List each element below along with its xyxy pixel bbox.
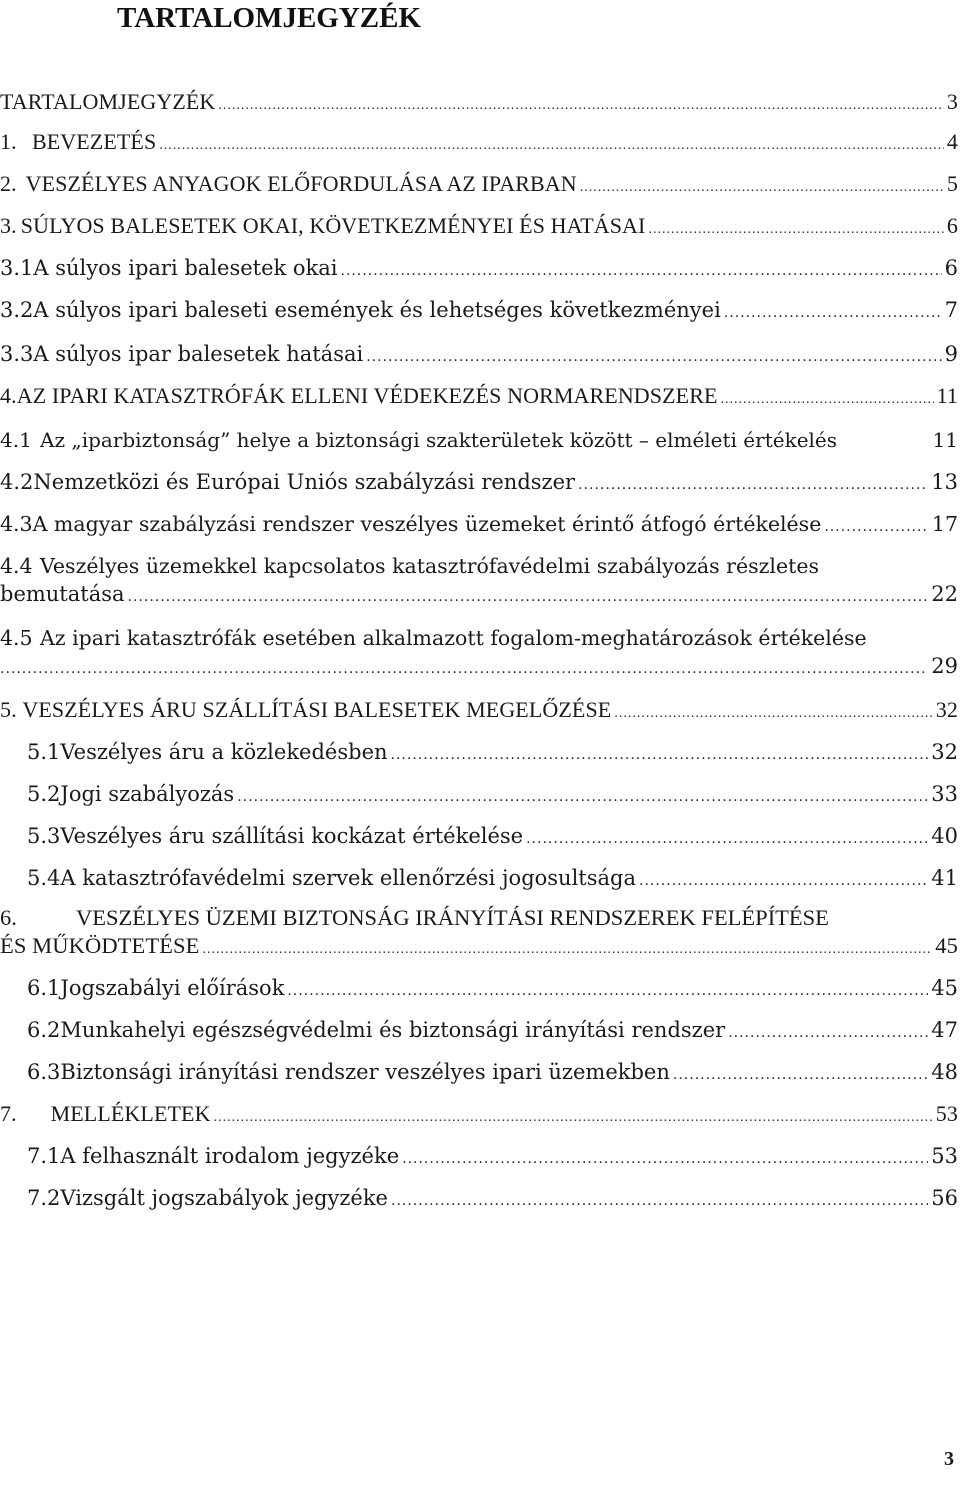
toc-entry-number: 6.2 <box>27 1018 61 1042</box>
toc-entry-label-continued: ÉS MŰKÖDTETÉSE <box>0 933 200 958</box>
toc-entry-number: 1. <box>0 129 17 154</box>
toc-entry[interactable] <box>0 382 960 414</box>
toc-entry-first-line[interactable] <box>0 552 960 580</box>
toc-leader-dots <box>214 1104 933 1132</box>
toc-entry-label: VESZÉLYES ÁRU SZÁLLÍTÁSI BALESETEK MEGELŐZÉSE <box>22 697 612 722</box>
toc-entry-page: 53 <box>935 1101 958 1126</box>
toc-entry-number: 4.5 <box>0 626 33 650</box>
toc-entry-page: 17 <box>931 512 958 536</box>
toc-entry[interactable] <box>27 1016 960 1048</box>
toc-entry[interactable] <box>0 580 960 612</box>
toc-entry-page: 48 <box>931 1060 958 1084</box>
toc-entry[interactable] <box>0 296 960 328</box>
toc-entry-label: Veszélyes üzemekkel kapcsolatos katasztrófavédelmi szabályozás részletes <box>40 554 819 578</box>
toc-entry[interactable] <box>27 1142 960 1174</box>
toc-entry-label: AZ IPARI KATASZTRÓFÁK ELLENI VÉDEKEZÉS NORMARENDSZERE <box>16 383 718 408</box>
toc-entry-label: Nemzetközi és Európai Uniós szabályzási rendszer <box>33 470 576 494</box>
toc-entry-page: 40 <box>931 824 958 848</box>
toc-entry-page: 3 <box>946 89 958 114</box>
toc-entry[interactable] <box>0 170 960 202</box>
toc-entry-label: BEVEZETÉS <box>31 129 157 154</box>
toc-entry[interactable] <box>0 212 960 244</box>
toc-entry-number: 7.1 <box>27 1144 61 1168</box>
toc-entry-number: 5.1 <box>27 740 61 764</box>
toc-leader-dots <box>824 513 929 541</box>
toc-entry[interactable] <box>0 1100 960 1132</box>
toc-entry-page: 13 <box>931 470 958 494</box>
toc-entry[interactable] <box>27 822 960 854</box>
toc-entry[interactable] <box>27 738 960 770</box>
toc-entry-page: 6 <box>944 256 958 280</box>
toc-entry-page: 11 <box>932 428 958 452</box>
toc-leader-dots <box>341 257 942 285</box>
toc-entry-label: A katasztrófavédelmi szervek ellenőrzési jogosultsága <box>60 866 636 890</box>
toc-leader-dots <box>391 741 929 769</box>
toc-entry-number: 4. <box>0 383 17 408</box>
toc-entry-page: 47 <box>931 1018 958 1042</box>
toc-entry[interactable] <box>0 652 960 684</box>
toc-entry-number: 6. <box>0 905 17 930</box>
toc-leader-dots <box>724 299 942 327</box>
toc-entry-label: A súlyos ipari baleseti események és lehetséges következményei <box>33 298 721 322</box>
toc-entry-page: 9 <box>944 342 958 366</box>
toc-entry-number: 7.2 <box>27 1186 61 1210</box>
toc-entry-label: A felhasznált irodalom jegyzéke <box>60 1144 400 1168</box>
toc-leader-dots <box>159 132 944 160</box>
toc-entry[interactable] <box>0 468 960 500</box>
toc-entry-number: 6.1 <box>27 976 61 1000</box>
toc-entry-number: 6.3 <box>27 1060 61 1084</box>
toc-leader-dots <box>580 174 944 202</box>
toc-entry-number: 7. <box>0 1101 17 1126</box>
toc-entry[interactable] <box>0 254 960 286</box>
toc-entry-number: 3.3 <box>0 342 34 366</box>
toc-leader-dots <box>728 1019 928 1047</box>
toc-entry-label: VESZÉLYES ANYAGOK ELŐFORDULÁSA AZ IPARBAN <box>25 171 577 196</box>
toc-entry[interactable] <box>0 88 960 120</box>
toc-leader-dots <box>639 867 928 895</box>
toc-entry[interactable] <box>27 974 960 1006</box>
toc-entry-page: 32 <box>931 740 958 764</box>
toc-entry-label: SÚLYOS BALESETEK OKAI, KÖVETKEZMÉNYEI ÉS HATÁSAI <box>20 213 646 238</box>
toc-entry-label-continued: bemutatása <box>0 582 125 606</box>
toc-entry-page: 29 <box>931 654 958 678</box>
toc-entry-page: 4 <box>946 129 958 154</box>
toc-entry-page: 41 <box>931 866 958 890</box>
toc-entry-number: 4.1 <box>0 428 32 452</box>
toc-entry-number: 3.1 <box>0 256 34 280</box>
toc-entry-number: 3.2 <box>0 298 34 322</box>
toc-entry-page: 7 <box>944 298 958 322</box>
toc-entry-number: 3. <box>0 213 17 238</box>
toc-entry[interactable] <box>0 510 960 542</box>
toc-entry[interactable] <box>27 780 960 812</box>
toc-entry-label: TARTALOMJEGYZÉK <box>0 89 216 114</box>
toc-leader-dots <box>526 825 928 853</box>
toc-entry-page: 45 <box>935 933 958 958</box>
toc-entry-label: Az ipari katasztrófák esetében alkalmazott fogalom-meghatározások értékelése <box>40 626 867 650</box>
toc-entry-number: 5. <box>0 697 17 722</box>
toc-entry-number: 4.4 <box>0 554 33 578</box>
toc-leader-dots <box>391 1187 928 1215</box>
page-title: TARTALOMJEGYZÉK <box>117 2 422 34</box>
toc-entry-number: 2. <box>0 171 17 196</box>
page-number: 3 <box>944 1448 954 1470</box>
toc-entry-label: Veszélyes áru a közlekedésben <box>60 740 388 764</box>
toc-entry-page: 56 <box>931 1186 958 1210</box>
toc-leader-dots <box>648 216 943 244</box>
toc-entry-label: A magyar szabályzási rendszer veszélyes üzemeket érintő átfogó értékelése <box>32 512 822 536</box>
toc-entry-first-line[interactable] <box>0 624 960 652</box>
toc-entry[interactable] <box>27 864 960 896</box>
toc-leader-dots <box>366 343 941 371</box>
toc-entry-number: 4.2 <box>0 470 34 494</box>
toc-leader-dots <box>673 1061 928 1089</box>
toc-entry[interactable] <box>27 1058 960 1090</box>
toc-entry-label: VESZÉLYES ÜZEMI BIZTONSÁG IRÁNYÍTÁSI RENDSZEREK FELÉPÍTÉSE <box>76 905 829 930</box>
toc-leader-dots <box>128 583 929 611</box>
toc-entry-label: MELLÉKLETEK <box>50 1101 211 1126</box>
toc-entry-label: Munkahelyi egészségvédelmi és biztonsági irányítási rendszer <box>60 1018 726 1042</box>
toc-entry-number: 4.3 <box>0 512 33 536</box>
toc-entry-page: 33 <box>931 782 958 806</box>
toc-entry-page: 22 <box>931 582 958 606</box>
toc-leader-dots <box>203 936 933 964</box>
toc-entry[interactable] <box>0 128 960 160</box>
toc-entry-number: 5.2 <box>27 782 61 806</box>
toc-entry-page: 11 <box>936 383 958 408</box>
toc-entry-label: Veszélyes áru szállítási kockázat értékelése <box>60 824 524 848</box>
toc-entry-label: Biztonsági irányítási rendszer veszélyes ipari üzemekben <box>60 1060 670 1084</box>
toc-entry[interactable] <box>0 696 960 728</box>
toc-leader-dots <box>402 1145 928 1173</box>
toc-entry[interactable] <box>27 1184 960 1216</box>
toc-leader-dots <box>218 92 943 120</box>
toc-entry-number: 5.4 <box>27 866 61 890</box>
toc-entry-label: Vizsgált jogszabályok jegyzéke <box>60 1186 388 1210</box>
toc-entry-label: A súlyos ipari balesetek okai <box>33 256 338 280</box>
toc-entry-page: 32 <box>935 697 958 722</box>
toc-entry-label: Jogi szabályozás <box>60 782 235 806</box>
toc-leader-dots <box>0 655 928 683</box>
toc-entry-page: 53 <box>931 1144 958 1168</box>
toc-entry-label: A súlyos ipar balesetek hatásai <box>33 342 364 366</box>
toc-leader-dots <box>578 471 928 499</box>
toc-leader-dots <box>614 700 932 728</box>
toc-entry-first-line[interactable] <box>0 904 960 932</box>
toc-entry-number: 5.3 <box>27 824 61 848</box>
toc-entry-page: 45 <box>931 976 958 1000</box>
toc-entry-label: Jogszabályi előírások <box>60 976 285 1000</box>
toc-leader-dots <box>287 977 928 1005</box>
toc-entry-label: Az „iparbiztonság” helye a biztonsági szakterületek között – elméleti értékelés <box>40 428 838 452</box>
toc-entry-page: 5 <box>946 171 958 196</box>
toc-entry[interactable] <box>0 426 960 458</box>
toc-entry-page: 6 <box>946 213 958 238</box>
toc-leader-dots <box>721 386 934 414</box>
toc-entry[interactable] <box>0 340 960 372</box>
toc-entry[interactable] <box>0 932 960 964</box>
toc-leader-dots <box>237 783 928 811</box>
